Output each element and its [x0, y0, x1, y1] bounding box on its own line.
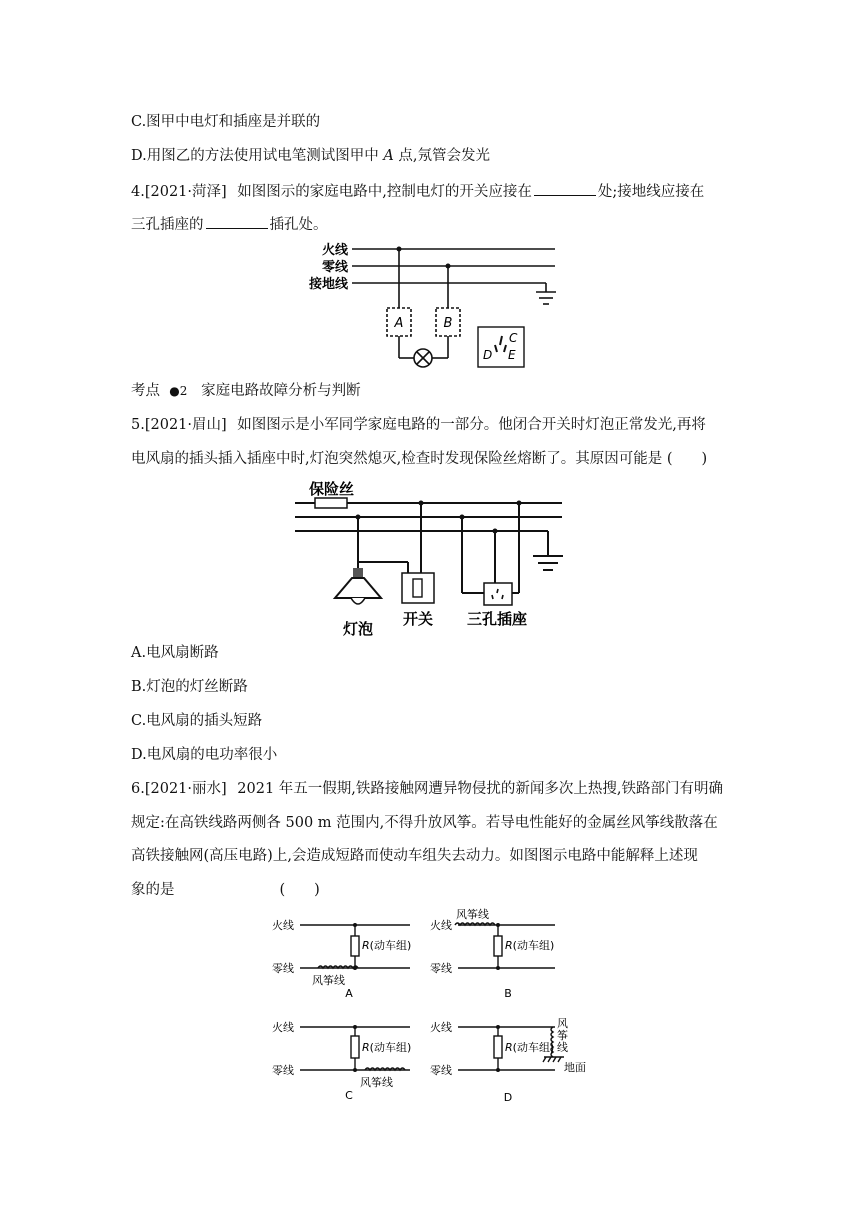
q4-box-a: A — [394, 316, 404, 331]
q6-stem-line4: 象的是 ( ) — [131, 882, 320, 898]
q4-socket-e: E — [508, 348, 516, 362]
section-heading: 考点 ●2 家庭电路故障分析与判断 — [131, 383, 361, 399]
svg-text:风筝线: 风筝线 — [456, 908, 489, 921]
svg-text:R(动车组): R(动车组) — [505, 1041, 555, 1054]
svg-text:零线: 零线 — [272, 1064, 294, 1077]
svg-text:火线: 火线 — [272, 919, 294, 932]
q6-sub-label-c: C — [345, 1089, 353, 1102]
q6-circuit-b — [430, 907, 555, 1000]
q3-option-c: C.图甲中电灯和插座是并联的 — [131, 114, 321, 130]
q5-label-bulb: 灯泡 — [342, 620, 374, 638]
q6-circuit-c — [272, 1020, 411, 1102]
svg-text:零线: 零线 — [430, 962, 452, 975]
q5-option-d: D.电风扇的电功率很小 — [131, 747, 278, 763]
svg-text:风筝线: 风筝线 — [312, 974, 345, 987]
svg-text:零线: 零线 — [272, 962, 294, 975]
q6-sub-label-d: D — [503, 1091, 513, 1104]
q6-stem-line1: 6.[2021·丽水] 2021 年五一假期,铁路接触网遭异物侵扰的新闻多次上热搜,铁路部门有明确 — [131, 781, 724, 797]
q4-socket-c: C — [509, 331, 518, 345]
q6-sub-label-a: A — [345, 987, 353, 1000]
svg-text:火线: 火线 — [272, 1021, 294, 1034]
q4-label-live: 火线 — [321, 243, 348, 258]
q5-option-c: C.电风扇的插头短路 — [131, 713, 263, 729]
q4-box-b: B — [443, 316, 453, 331]
q4-label-neutral: 零线 — [321, 260, 348, 275]
q4-stem-line2: 三孔插座的 插孔处。 — [131, 214, 328, 235]
svg-text:零线: 零线 — [430, 1064, 452, 1077]
q4-stem-line1: 4.[2021·菏泽] 如图图示的家庭电路中,控制电灯的开关应接在 处;接地线应接在 — [131, 181, 704, 202]
q5-label-fuse: 保险丝 — [309, 480, 355, 498]
q5-option-a: A.电风扇断路 — [131, 645, 219, 661]
q4-socket-d: D — [483, 348, 493, 362]
svg-text:筝: 筝 — [557, 1029, 568, 1042]
q6-circuit-a — [272, 918, 411, 1000]
q6-circuit-d — [430, 1017, 586, 1104]
q3-option-d: D.用图乙的方法使用试电笔测试图甲中 A 点,氖管会发光 — [131, 148, 491, 164]
q6-stem-line2: 规定:在高铁线路两侧各 500 m 范围内,不得升放风筝。若导电性能好的金属丝风筝线散落在 — [131, 815, 718, 831]
q5-label-socket: 三孔插座 — [466, 610, 528, 628]
q5-stem-line2: 电风扇的插头插入插座中时,灯泡突然熄灭,检查时发现保险丝熔断了。其原因可能是 ( ) — [131, 451, 708, 467]
q5-option-b: B.灯泡的灯丝断路 — [131, 679, 248, 695]
svg-text:地面: 地面 — [564, 1061, 586, 1074]
svg-text:R(动车组): R(动车组) — [362, 1041, 412, 1054]
svg-text:风筝线: 风筝线 — [360, 1076, 393, 1089]
q4-label-ground: 接地线 — [308, 277, 348, 292]
svg-text:火线: 火线 — [430, 1021, 452, 1034]
svg-text:线: 线 — [557, 1041, 568, 1054]
svg-text:R(动车组): R(动车组) — [362, 939, 412, 952]
svg-text:火线: 火线 — [430, 919, 452, 932]
q6-sub-label-b: B — [504, 987, 512, 1000]
svg-text:R(动车组): R(动车组) — [505, 939, 555, 952]
q5-label-switch: 开关 — [402, 610, 434, 628]
q5-stem-line1: 5.[2021·眉山] 如图图示是小军同学家庭电路的一部分。他闭合开关时灯泡正常发光,再将 — [131, 417, 706, 433]
q6-stem-line3: 高铁接触网(高压电路)上,会造成短路而使动车组失去动力。如图图示电路中能解释上述现 — [131, 848, 698, 864]
svg-text:风: 风 — [557, 1017, 568, 1030]
